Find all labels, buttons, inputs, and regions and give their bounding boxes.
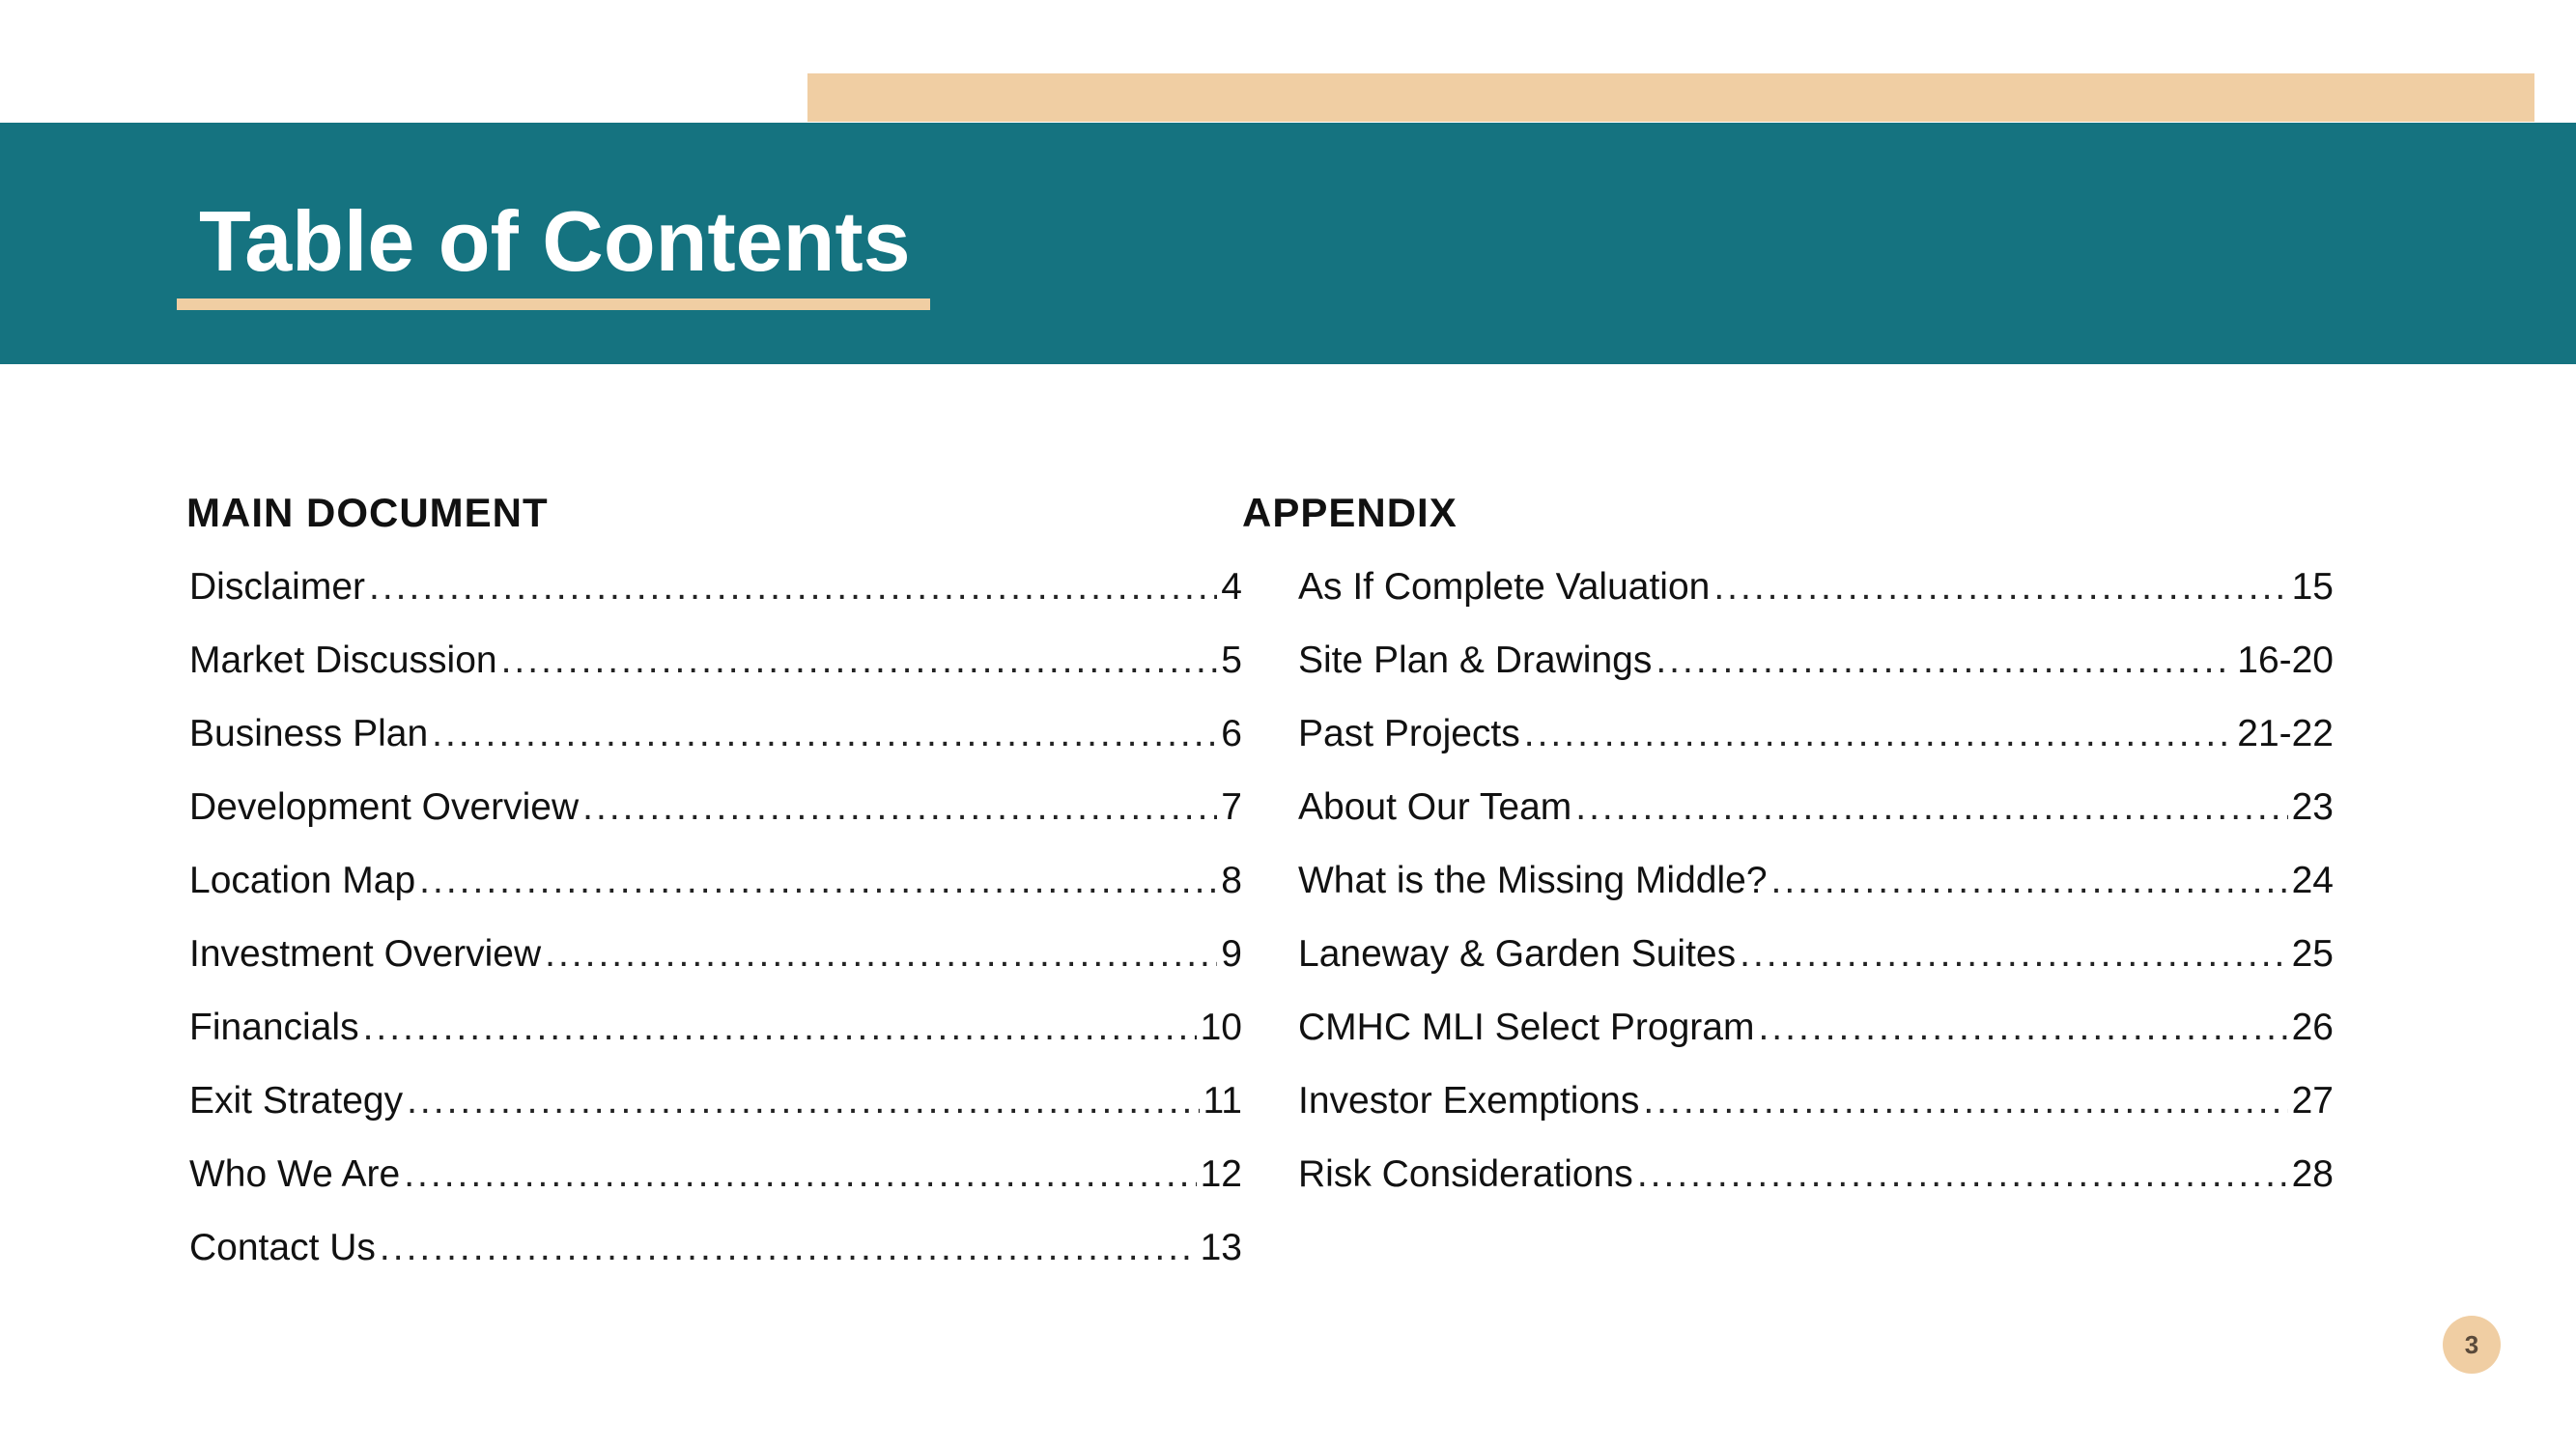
toc-entry-page: 8 — [1221, 860, 1242, 901]
dot-leader — [1637, 1146, 2288, 1204]
top-accent-bar — [807, 73, 2534, 122]
toc-entry-page: 23 — [2291, 786, 2334, 828]
toc-entry-market-discussion[interactable] — [189, 632, 1242, 705]
dot-leader — [1524, 705, 2233, 763]
toc-entry-investment-overview[interactable] — [189, 925, 1242, 999]
toc-entry-label: Laneway & Garden Suites — [1298, 933, 1737, 975]
toc-entry-page: 21-22 — [2237, 713, 2334, 754]
toc-entry-label: Risk Considerations — [1298, 1153, 1633, 1195]
toc-entry-cmhc-mli-select[interactable] — [1298, 999, 2334, 1072]
toc-entry-label: Site Plan & Drawings — [1298, 639, 1653, 681]
toc-entry-investor-exemptions[interactable] — [1298, 1072, 2334, 1146]
toc-entry-page: 6 — [1221, 713, 1242, 754]
main-document-list — [189, 558, 1242, 1293]
toc-entry-page: 26 — [2291, 1007, 2334, 1048]
dot-leader — [1643, 1072, 2287, 1130]
dot-leader — [404, 1146, 1196, 1204]
toc-entry-exit-strategy[interactable] — [189, 1072, 1242, 1146]
toc-entry-page: 9 — [1221, 933, 1242, 975]
dot-leader — [1656, 632, 2233, 690]
dot-leader — [501, 632, 1218, 690]
toc-entry-label: About Our Team — [1298, 786, 1572, 828]
toc-entry-label: Who We Are — [189, 1153, 401, 1195]
toc-entry-contact-us[interactable] — [189, 1219, 1242, 1293]
toc-entry-development-overview[interactable] — [189, 779, 1242, 852]
toc-entry-label: Market Discussion — [189, 639, 497, 681]
toc-entry-page: 27 — [2291, 1080, 2334, 1122]
toc-entry-page: 16-20 — [2237, 639, 2334, 681]
main-document-heading: MAIN DOCUMENT — [186, 490, 549, 535]
toc-entry-missing-middle[interactable] — [1298, 852, 2334, 925]
toc-entry-business-plan[interactable] — [189, 705, 1242, 779]
toc-entry-page: 12 — [1200, 1153, 1242, 1195]
toc-entry-page: 10 — [1200, 1007, 1242, 1048]
page-number-badge: 3 — [2443, 1316, 2501, 1374]
appendix-list — [1298, 558, 2334, 1219]
dot-leader — [1575, 779, 2287, 837]
page-title: Table of Contents — [199, 193, 911, 289]
toc-entry-page: 15 — [2291, 566, 2334, 608]
toc-entry-label: Past Projects — [1298, 713, 1520, 754]
dot-leader — [407, 1072, 1199, 1130]
toc-entry-label: Location Map — [189, 860, 416, 901]
toc-entry-label: Contact Us — [189, 1227, 376, 1268]
toc-entry-site-plan-drawings[interactable] — [1298, 632, 2334, 705]
dot-leader — [380, 1219, 1197, 1277]
appendix-heading: APPENDIX — [1242, 490, 1458, 535]
dot-leader — [1740, 925, 2288, 983]
toc-entry-label: CMHC MLI Select Program — [1298, 1007, 1755, 1048]
dot-leader — [582, 779, 1217, 837]
toc-entry-page: 11 — [1203, 1080, 1242, 1122]
toc-entry-label: What is the Missing Middle? — [1298, 860, 1768, 901]
toc-entry-page: 24 — [2291, 860, 2334, 901]
toc-entry-label: Business Plan — [189, 713, 429, 754]
toc-entry-page: 7 — [1221, 786, 1242, 828]
toc-entry-page: 4 — [1221, 566, 1242, 608]
toc-entry-label: Development Overview — [189, 786, 580, 828]
toc-entry-disclaimer[interactable] — [189, 558, 1242, 632]
toc-entry-label: Financials — [189, 1007, 359, 1048]
toc-entry-label: As If Complete Valuation — [1298, 566, 1711, 608]
toc-entry-laneway-garden-suites[interactable] — [1298, 925, 2334, 999]
toc-entry-label: Investor Exemptions — [1298, 1080, 1640, 1122]
title-underline — [177, 298, 930, 310]
toc-entry-who-we-are[interactable] — [189, 1146, 1242, 1219]
dot-leader — [545, 925, 1217, 983]
dot-leader — [363, 999, 1197, 1057]
toc-entry-label: Exit Strategy — [189, 1080, 404, 1122]
dot-leader — [369, 558, 1217, 616]
toc-entry-page: 28 — [2291, 1153, 2334, 1195]
toc-entry-label: Disclaimer — [189, 566, 366, 608]
toc-entry-label: Investment Overview — [189, 933, 542, 975]
toc-entry-past-projects[interactable] — [1298, 705, 2334, 779]
toc-entry-financials[interactable] — [189, 999, 1242, 1072]
toc-entry-as-if-complete-valuation[interactable] — [1298, 558, 2334, 632]
toc-entry-page: 5 — [1221, 639, 1242, 681]
toc-entry-risk-considerations[interactable] — [1298, 1146, 2334, 1219]
dot-leader — [1713, 558, 2287, 616]
toc-entry-page: 25 — [2291, 933, 2334, 975]
dot-leader — [432, 705, 1217, 763]
dot-leader — [419, 852, 1217, 910]
toc-entry-about-our-team[interactable] — [1298, 779, 2334, 852]
dot-leader — [1771, 852, 2288, 910]
toc-entry-page: 13 — [1200, 1227, 1242, 1268]
dot-leader — [1758, 999, 2287, 1057]
toc-entry-location-map[interactable] — [189, 852, 1242, 925]
